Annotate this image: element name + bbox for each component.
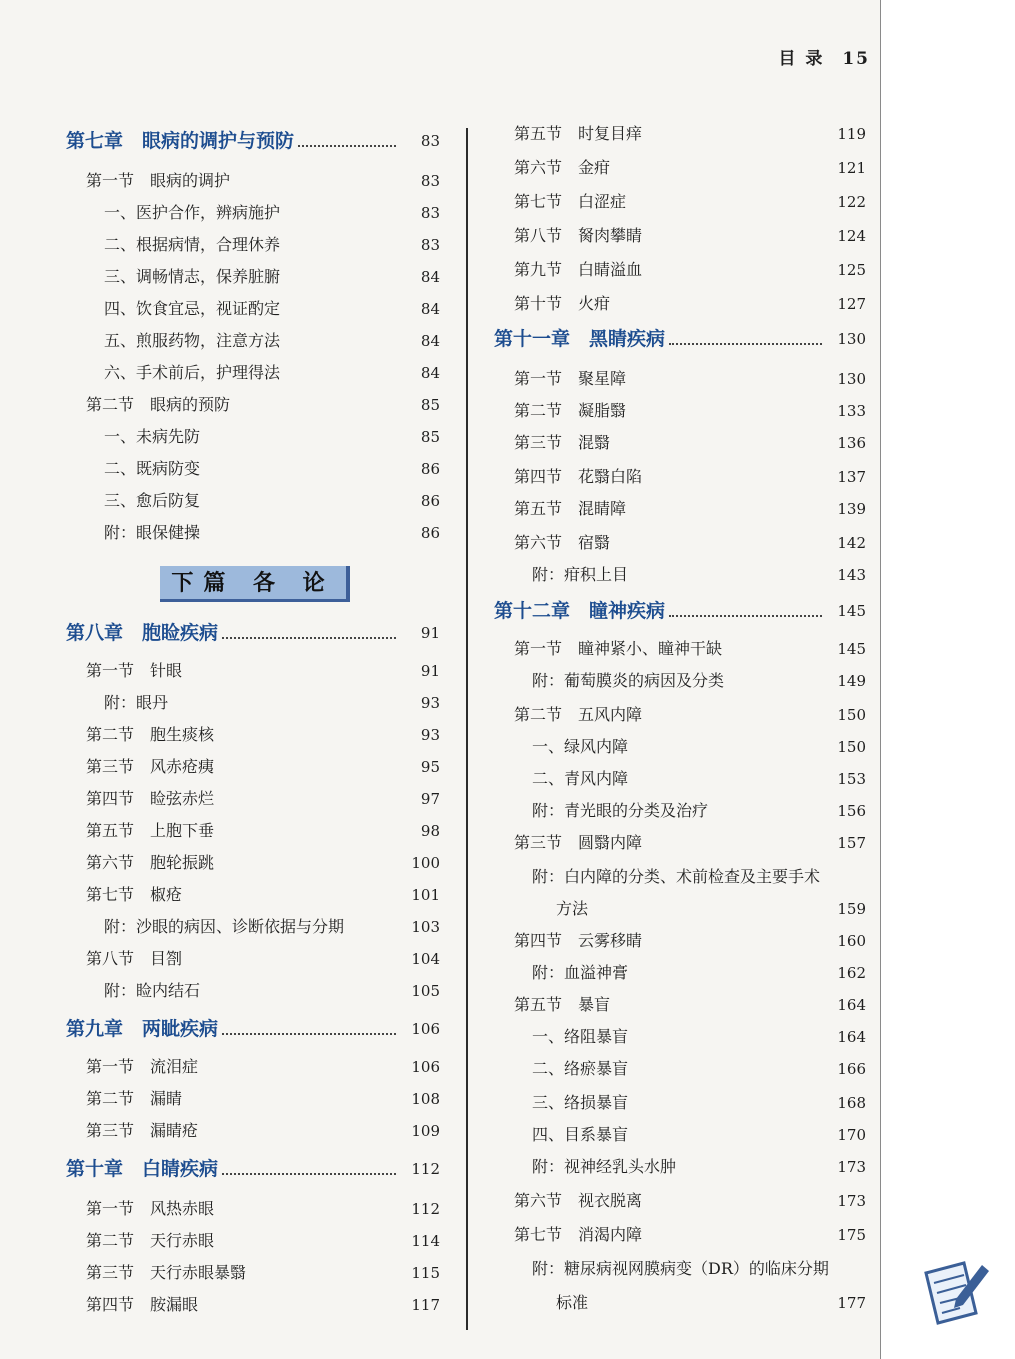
entry-title: 第三节 天行赤眼暴翳: [86, 1263, 247, 1282]
entry-title: 第一节 眼病的调护: [86, 171, 231, 190]
entry-title: 附：糖尿病视网膜病变（DR）的临床分期: [532, 1259, 829, 1278]
entry-page-number: 105: [411, 982, 440, 1000]
entry-title: 一、医护合作，辨病施护: [104, 203, 281, 222]
entry-page-number: 91: [420, 662, 440, 680]
entry-page-number: 95: [420, 758, 440, 776]
leader-dots: [298, 128, 396, 147]
toc-entry: [494, 1024, 866, 1050]
entry-title: 六、手术前后，护理得法: [104, 363, 281, 382]
entry-page-number: 156: [837, 802, 866, 820]
toc-entry: [66, 328, 440, 354]
entry-title: 一、络阻暴盲: [532, 1027, 629, 1046]
entry-title: 第十章 白睛疾病: [66, 1158, 219, 1180]
entry-page-number: 117: [411, 1296, 440, 1314]
toc-entry: [494, 430, 866, 456]
entry-page-number: 101: [411, 886, 440, 904]
entry-title: 第二节 五风内障: [514, 705, 643, 724]
entry-title: 第八节 胬肉攀睛: [514, 226, 643, 245]
entry-page-number: 106: [411, 1058, 440, 1076]
entry-page-number: 84: [420, 332, 440, 350]
leader-dots: [222, 620, 396, 639]
toc-entry: [494, 1122, 866, 1148]
entry-page-number: 86: [420, 492, 440, 510]
entry-page-number: 130: [837, 330, 866, 348]
entry-title: 第五节 混睛障: [514, 499, 627, 518]
toc-entry: [494, 1188, 866, 1214]
toc-chapter-entry: [66, 128, 440, 154]
toc-entry: [494, 398, 866, 424]
entry-title: 第三节 圆翳内障: [514, 833, 643, 852]
entry-page-number: 121: [837, 159, 866, 177]
leader-dots: [669, 326, 822, 345]
header-page-number: 15: [842, 49, 870, 69]
entry-title: 附：葡萄膜炎的病因及分类: [532, 671, 725, 690]
toc-entry: [66, 456, 440, 482]
toc-entry: [494, 464, 866, 490]
toc-entry: [66, 1260, 440, 1286]
entry-page-number: 175: [837, 1226, 866, 1244]
entry-page-number: 157: [837, 834, 866, 852]
entry-title: 第七章 眼病的调护与预防: [66, 130, 295, 152]
entry-title: 附：睑内结石: [104, 981, 201, 1000]
entry-page-number: 130: [837, 370, 866, 388]
entry-title: 第一节 针眼: [86, 661, 183, 680]
entry-page-number: 164: [837, 996, 866, 1014]
entry-page-number: 91: [420, 624, 440, 642]
toc-entry: [494, 121, 866, 147]
entry-title: 第七节 白涩症: [514, 192, 627, 211]
toc-entry: [494, 702, 866, 728]
entry-title: 附：眼丹: [104, 693, 169, 712]
header-title: 目 录: [778, 49, 825, 69]
part-banner: 下篇 各 论: [160, 566, 350, 602]
entry-title: 二、青风内障: [532, 769, 629, 788]
entry-page-number: 142: [837, 534, 866, 552]
entry-page-number: 133: [837, 402, 866, 420]
toc-entry: [66, 1054, 440, 1080]
entry-page-number: 100: [411, 854, 440, 872]
entry-title: 第四节 云雾移睛: [514, 931, 643, 950]
entry-title: 二、既病防变: [104, 459, 201, 478]
entry-title: 第二节 胞生痰核: [86, 725, 215, 744]
entry-page-number: 150: [837, 706, 866, 724]
entry-page-number: 119: [837, 125, 866, 143]
entry-title: 四、目系暴盲: [532, 1125, 629, 1144]
toc-entry: [66, 232, 440, 258]
toc-entry: [66, 392, 440, 418]
entry-page-number: 98: [420, 822, 440, 840]
entry-title: 一、绿风内障: [532, 737, 629, 756]
toc-entry: [494, 1154, 866, 1180]
entry-title: 三、愈后防复: [104, 491, 201, 510]
entry-title: 附：血溢神膏: [532, 963, 629, 982]
entry-page-number: 85: [420, 428, 440, 446]
toc-entry: [66, 882, 440, 908]
entry-page-number: 106: [411, 1020, 440, 1038]
toc-entry: [494, 291, 866, 317]
entry-page-number: 164: [837, 1028, 866, 1046]
entry-title: 第八章 胞睑疾病: [66, 622, 219, 644]
toc-entry: [66, 786, 440, 812]
entry-page-number: 84: [420, 268, 440, 286]
entry-title: 第四节 花翳白陷: [514, 467, 643, 486]
entry-title: 第一节 聚星障: [514, 369, 627, 388]
running-header: [760, 44, 870, 69]
entry-page-number: 83: [420, 236, 440, 254]
toc-entry: [494, 1056, 866, 1082]
entry-title: 第六节 金疳: [514, 158, 611, 177]
toc-entry: [494, 1256, 866, 1282]
entry-title: 附：沙眼的病因、诊断依据与分期: [104, 917, 345, 936]
entry-title: 第二节 漏睛: [86, 1089, 183, 1108]
toc-entry: [66, 754, 440, 780]
entry-title: 第六节 胞轮振跳: [86, 853, 215, 872]
entry-title: 二、根据病情，合理休养: [104, 235, 281, 254]
entry-page-number: 108: [411, 1090, 440, 1108]
toc-entry: [66, 264, 440, 290]
entry-page-number: 143: [837, 566, 866, 584]
entry-page-number: 97: [420, 790, 440, 808]
toc-chapter-entry: [494, 326, 866, 352]
entry-title: 第一节 流泪症: [86, 1057, 199, 1076]
toc-entry: [494, 155, 866, 181]
toc-entry: [66, 818, 440, 844]
entry-title: 第二节 凝脂翳: [514, 401, 627, 420]
toc-entry: [494, 766, 866, 792]
toc-entry: [66, 978, 440, 1004]
toc-entry: [66, 946, 440, 972]
entry-title: 第五节 上胞下垂: [86, 821, 215, 840]
entry-page-number: 168: [837, 1094, 866, 1112]
entry-page-number: 173: [837, 1158, 866, 1176]
toc-entry: [494, 928, 866, 954]
toc-entry: [494, 1290, 866, 1316]
entry-title: 第一节 风热赤眼: [86, 1199, 215, 1218]
toc-entry: [494, 562, 866, 588]
entry-page-number: 149: [837, 672, 866, 690]
entry-title: 附：白内障的分类、术前检查及主要手术: [532, 867, 821, 886]
toc-entry: [494, 223, 866, 249]
entry-title: 二、络瘀暴盲: [532, 1059, 629, 1078]
entry-page-number: 109: [411, 1122, 440, 1140]
entry-title: 第四节 睑弦赤烂: [86, 789, 215, 808]
toc-entry: [494, 496, 866, 522]
toc-entry: [494, 668, 866, 694]
entry-page-number: 86: [420, 460, 440, 478]
toc-entry: [66, 200, 440, 226]
toc-entry: [66, 1118, 440, 1144]
entry-title: 第六节 视衣脱离: [514, 1191, 643, 1210]
toc-entry: [66, 850, 440, 876]
entry-page-number: 83: [420, 172, 440, 190]
entry-title: 标准: [556, 1293, 589, 1312]
entry-page-number: 173: [837, 1192, 866, 1210]
toc-entry: [494, 992, 866, 1018]
toc-entry: [494, 864, 866, 890]
entry-page-number: 159: [837, 900, 866, 918]
page-edge: [880, 0, 1015, 1359]
entry-title: 第六节 宿翳: [514, 533, 611, 552]
entry-title: 附：眼保健操: [104, 523, 201, 542]
leader-dots: [222, 1156, 396, 1175]
toc-entry: [494, 366, 866, 392]
entry-page-number: 115: [411, 1264, 440, 1282]
entry-page-number: 125: [837, 261, 866, 279]
toc-entry: [494, 960, 866, 986]
toc-entry: [494, 530, 866, 556]
entry-title: 四、饮食宜忌，视证酌定: [104, 299, 281, 318]
notepad-icon: [920, 1255, 992, 1329]
entry-page-number: 83: [420, 132, 440, 150]
entry-page-number: 137: [837, 468, 866, 486]
entry-title: 第五节 暴盲: [514, 995, 611, 1014]
entry-page-number: 153: [837, 770, 866, 788]
toc-chapter-entry: [66, 1016, 440, 1042]
entry-page-number: 85: [420, 396, 440, 414]
entry-title: 第三节 风赤疮痍: [86, 757, 215, 776]
toc-chapter-entry: [66, 620, 440, 646]
toc-entry: [66, 1292, 440, 1318]
toc-entry: [494, 734, 866, 760]
entry-page-number: 103: [411, 918, 440, 936]
entry-page-number: 124: [837, 227, 866, 245]
entry-page-number: 122: [837, 193, 866, 211]
toc-entry: [66, 296, 440, 322]
entry-title: 第十二章 瞳神疾病: [494, 600, 666, 622]
entry-page-number: 145: [837, 602, 866, 620]
entry-title: 第九节 白睛溢血: [514, 260, 643, 279]
entry-title: 第七节 消渴内障: [514, 1225, 643, 1244]
entry-page-number: 112: [411, 1200, 440, 1218]
toc-entry: [66, 1086, 440, 1112]
entry-title: 第四节 胺漏眼: [86, 1295, 199, 1314]
entry-title: 第七节 椒疮: [86, 885, 183, 904]
toc-entry: [494, 257, 866, 283]
entry-title: 三、调畅情志，保养脏腑: [104, 267, 281, 286]
toc-entry: [66, 1228, 440, 1254]
entry-title: 第五节 时复目痒: [514, 124, 643, 143]
entry-title: 第九章 两眦疾病: [66, 1018, 219, 1040]
entry-title: 附：青光眼的分类及治疗: [532, 801, 709, 820]
entry-title: 一、未病先防: [104, 427, 201, 446]
entry-title: 第八节 目劄: [86, 949, 183, 968]
toc-entry: [494, 830, 866, 856]
entry-page-number: 84: [420, 300, 440, 318]
entry-title: 五、煎服药物，注意方法: [104, 331, 281, 350]
entry-page-number: 145: [837, 640, 866, 658]
toc-entry: [66, 658, 440, 684]
entry-title: 三、络损暴盲: [532, 1093, 629, 1112]
entry-title: 第三节 漏睛疮: [86, 1121, 199, 1140]
entry-page-number: 127: [837, 295, 866, 313]
toc-entry: [66, 722, 440, 748]
entry-page-number: 93: [420, 694, 440, 712]
entry-page-number: 104: [411, 950, 440, 968]
entry-page-number: 162: [837, 964, 866, 982]
entry-page-number: 150: [837, 738, 866, 756]
toc-entry: [66, 690, 440, 716]
toc-entry: [494, 189, 866, 215]
toc-entry: [494, 1090, 866, 1116]
toc-entry: [66, 424, 440, 450]
entry-page-number: 170: [837, 1126, 866, 1144]
toc-entry: [494, 1222, 866, 1248]
entry-page-number: 93: [420, 726, 440, 744]
entry-title: 附：视神经乳头水肿: [532, 1157, 677, 1176]
toc-entry: [66, 520, 440, 546]
entry-page-number: 136: [837, 434, 866, 452]
entry-title: 第三节 混翳: [514, 433, 611, 452]
toc-entry: [494, 798, 866, 824]
entry-page-number: 177: [837, 1294, 866, 1312]
entry-page-number: 114: [411, 1232, 440, 1250]
entry-title: 第二节 天行赤眼: [86, 1231, 215, 1250]
entry-title: 第十节 火疳: [514, 294, 611, 313]
toc-entry: [494, 896, 866, 922]
leader-dots: [669, 598, 822, 617]
toc-chapter-entry: [494, 598, 866, 624]
toc-entry: [66, 914, 440, 940]
toc-entry: [494, 636, 866, 662]
entry-page-number: 83: [420, 204, 440, 222]
entry-page-number: 112: [411, 1160, 440, 1178]
toc-chapter-entry: [66, 1156, 440, 1182]
entry-title: 方法: [556, 899, 589, 918]
toc-entry: [66, 488, 440, 514]
entry-title: 第二节 眼病的预防: [86, 395, 231, 414]
toc-entry: [66, 1196, 440, 1222]
entry-page-number: 86: [420, 524, 440, 542]
leader-dots: [222, 1016, 396, 1035]
entry-page-number: 160: [837, 932, 866, 950]
column-divider: [466, 128, 468, 1330]
entry-page-number: 139: [837, 500, 866, 518]
entry-page-number: 166: [837, 1060, 866, 1078]
entry-title: 第十一章 黑睛疾病: [494, 328, 666, 350]
toc-entry: [66, 360, 440, 386]
entry-title: 第一节 瞳神紧小、瞳神干缺: [514, 639, 723, 658]
entry-page-number: 84: [420, 364, 440, 382]
entry-title: 附：疳积上目: [532, 565, 629, 584]
toc-entry: [66, 168, 440, 194]
